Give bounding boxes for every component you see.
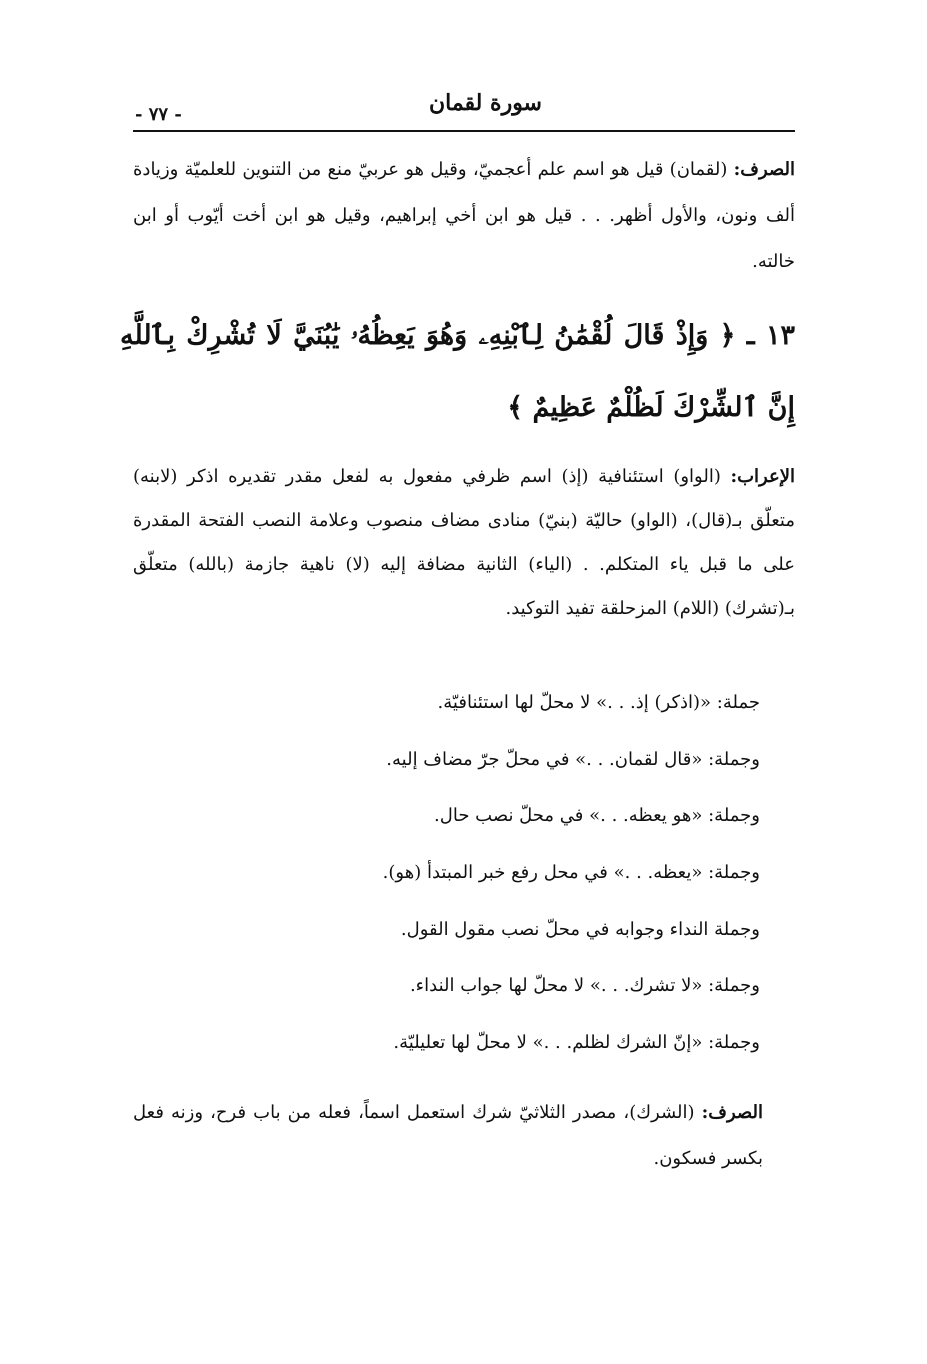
page-number: - ٧٧ - [135, 104, 182, 125]
sarf-paragraph-2 [133, 1090, 763, 1182]
sarf-term: الصرف: [701, 1102, 763, 1123]
sentence-item: وجملة النداء وجوابه في محلّ نصب مقول القول. [400, 918, 760, 940]
header-rule [133, 130, 795, 132]
sentence-analysis-list [240, 683, 760, 1080]
irab-term: الإعراب: [730, 466, 795, 487]
irab-paragraph [133, 455, 795, 631]
sentence-item: وجملة: «هو يعظه. . .» في محلّ نصب حال. [434, 805, 760, 827]
sentence-item: وجملة: «يعظه. . .» في محل رفع خبر المبتدأ (هو). [382, 862, 760, 884]
sarf-paragraph-1 [133, 147, 795, 285]
sarf-term: الصرف: [733, 159, 795, 180]
sentence-item: وجملة: «لا تشرك. . .» لا محلّ لها جواب النداء. [409, 975, 760, 997]
quran-verse: ١٣ ـ ﴿ وَإِذْ قَالَ لُقْمَٰنُ لِٱبْنِهِۦ وَهُوَ يَعِظُهُۥ يَٰبُنَيَّ لَا تُشْرِكْ بِٱللَّهِ إِنَّ ٱلشِّرْكَ لَظُلْمٌ عَظِيمٌ ﴾ [120, 320, 795, 423]
page-title: سورة لقمان [428, 90, 542, 116]
page-header [133, 86, 795, 132]
sentence-item: وجملة: «قال لقمان. . .» في محلّ جرّ مضاف إليه. [386, 748, 760, 770]
sarf-text: (لقمان) قيل هو اسم علم أعجميّ، وقيل هو عربيّ منع من التنوين للعلميّة وزيادة ألف ونون، والأول أظهر. . . قيل هو ابن أخي إبراهيم، وقيل هو ابن أخت أيّوب أو ابن خالته. [133, 159, 795, 272]
sentence-item: وجملة: «إنّ الشرك لظلم. . .» لا محلّ لها تعليليّة. [393, 1032, 760, 1054]
sentence-item: جملة: «(اذكر) إذ. . .» لا محلّ لها استئنافيّة. [437, 692, 760, 713]
sarf-text: (الشرك)، مصدر الثلاثيّ شرك استعمل اسماً، فعله من باب فرح، وزنه فعل بكسر فسكون. [133, 1102, 763, 1169]
irab-text: (الواو) استئنافية (إذ) اسم ظرفي مفعول به لفعل مقدر تقديره اذكر (لابنه) متعلّق بـ(قال)، (الواو) حاليّة (بنيّ) منادى مضاف منصوب وعلامة النصب الفتحة المقدرة على ما قبل ياء المتكلم. . (الياء) الثانية مضافة إليه (لا) ناهية جازمة (بالله) متعلّق بـ(تشرك) (اللام) المزحلقة تفيد التوكيد. [133, 466, 795, 619]
